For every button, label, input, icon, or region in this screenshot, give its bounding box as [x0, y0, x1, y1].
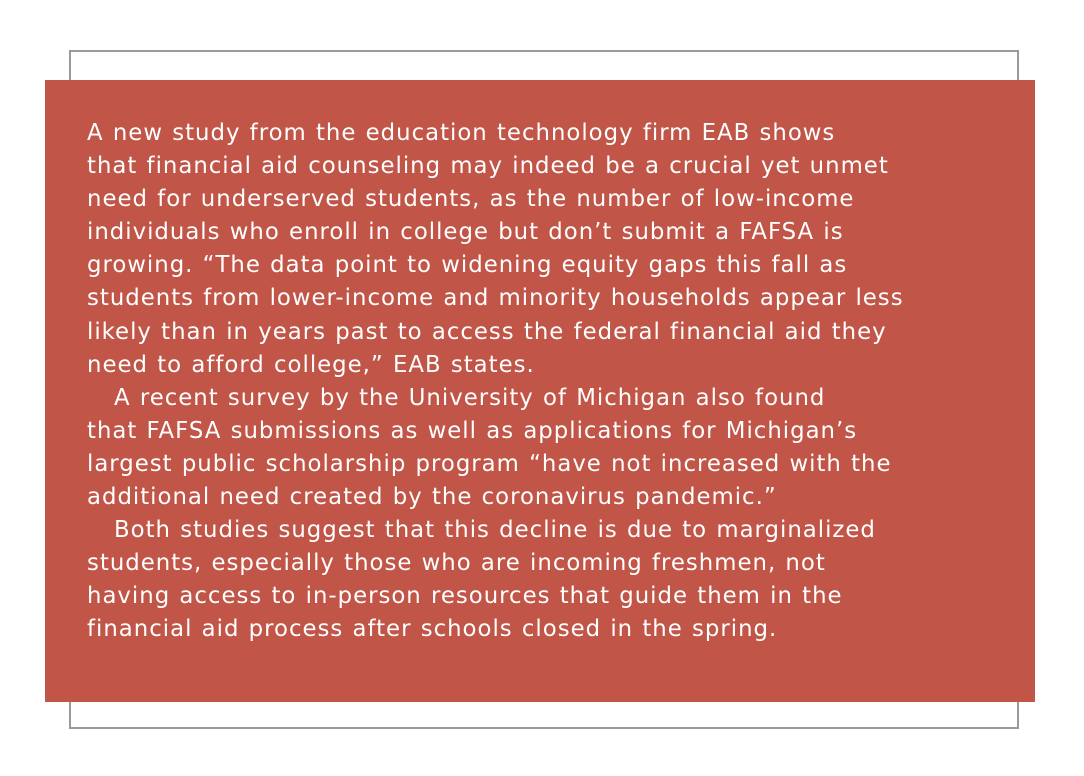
text-line: students from lower-income and minority households appear less: [87, 285, 904, 312]
text-line: individuals who enroll in college but don’t submit a FAFSA is: [87, 219, 844, 246]
text-line: A new study from the education technology firm EAB shows: [87, 120, 836, 146]
text-line: growing. “The data point to widening equity gaps this fall as: [87, 252, 848, 279]
text-line: need to afford college,” EAB states.: [87, 351, 535, 378]
text-line: Both studies suggest that this decline is due to marginalized: [114, 517, 876, 544]
text-line: having access to in-person resources that guide them in the: [87, 583, 843, 610]
paragraph-3: [87, 514, 1007, 646]
paragraph-2: [87, 382, 1007, 514]
paragraph-1: [87, 117, 1007, 382]
text-line: financial aid process after schools closed in the spring.: [87, 616, 778, 643]
text-line: A recent survey by the University of Michigan also found: [114, 384, 826, 411]
text-line: students, especially those who are incoming freshmen, not: [87, 550, 826, 577]
text-line: additional need created by the coronavirus pandemic.”: [87, 484, 777, 511]
text-line: largest public scholarship program “have not increased with the: [87, 450, 892, 477]
text-line: that financial aid counseling may indeed be a crucial yet unmet: [87, 153, 889, 180]
text-line: that FAFSA submissions as well as applications for Michigan’s: [87, 417, 858, 444]
article-text: [87, 117, 1007, 647]
text-line: likely than in years past to access the federal financial aid they: [87, 318, 887, 345]
text-line: need for underserved students, as the number of low-income: [87, 186, 855, 213]
